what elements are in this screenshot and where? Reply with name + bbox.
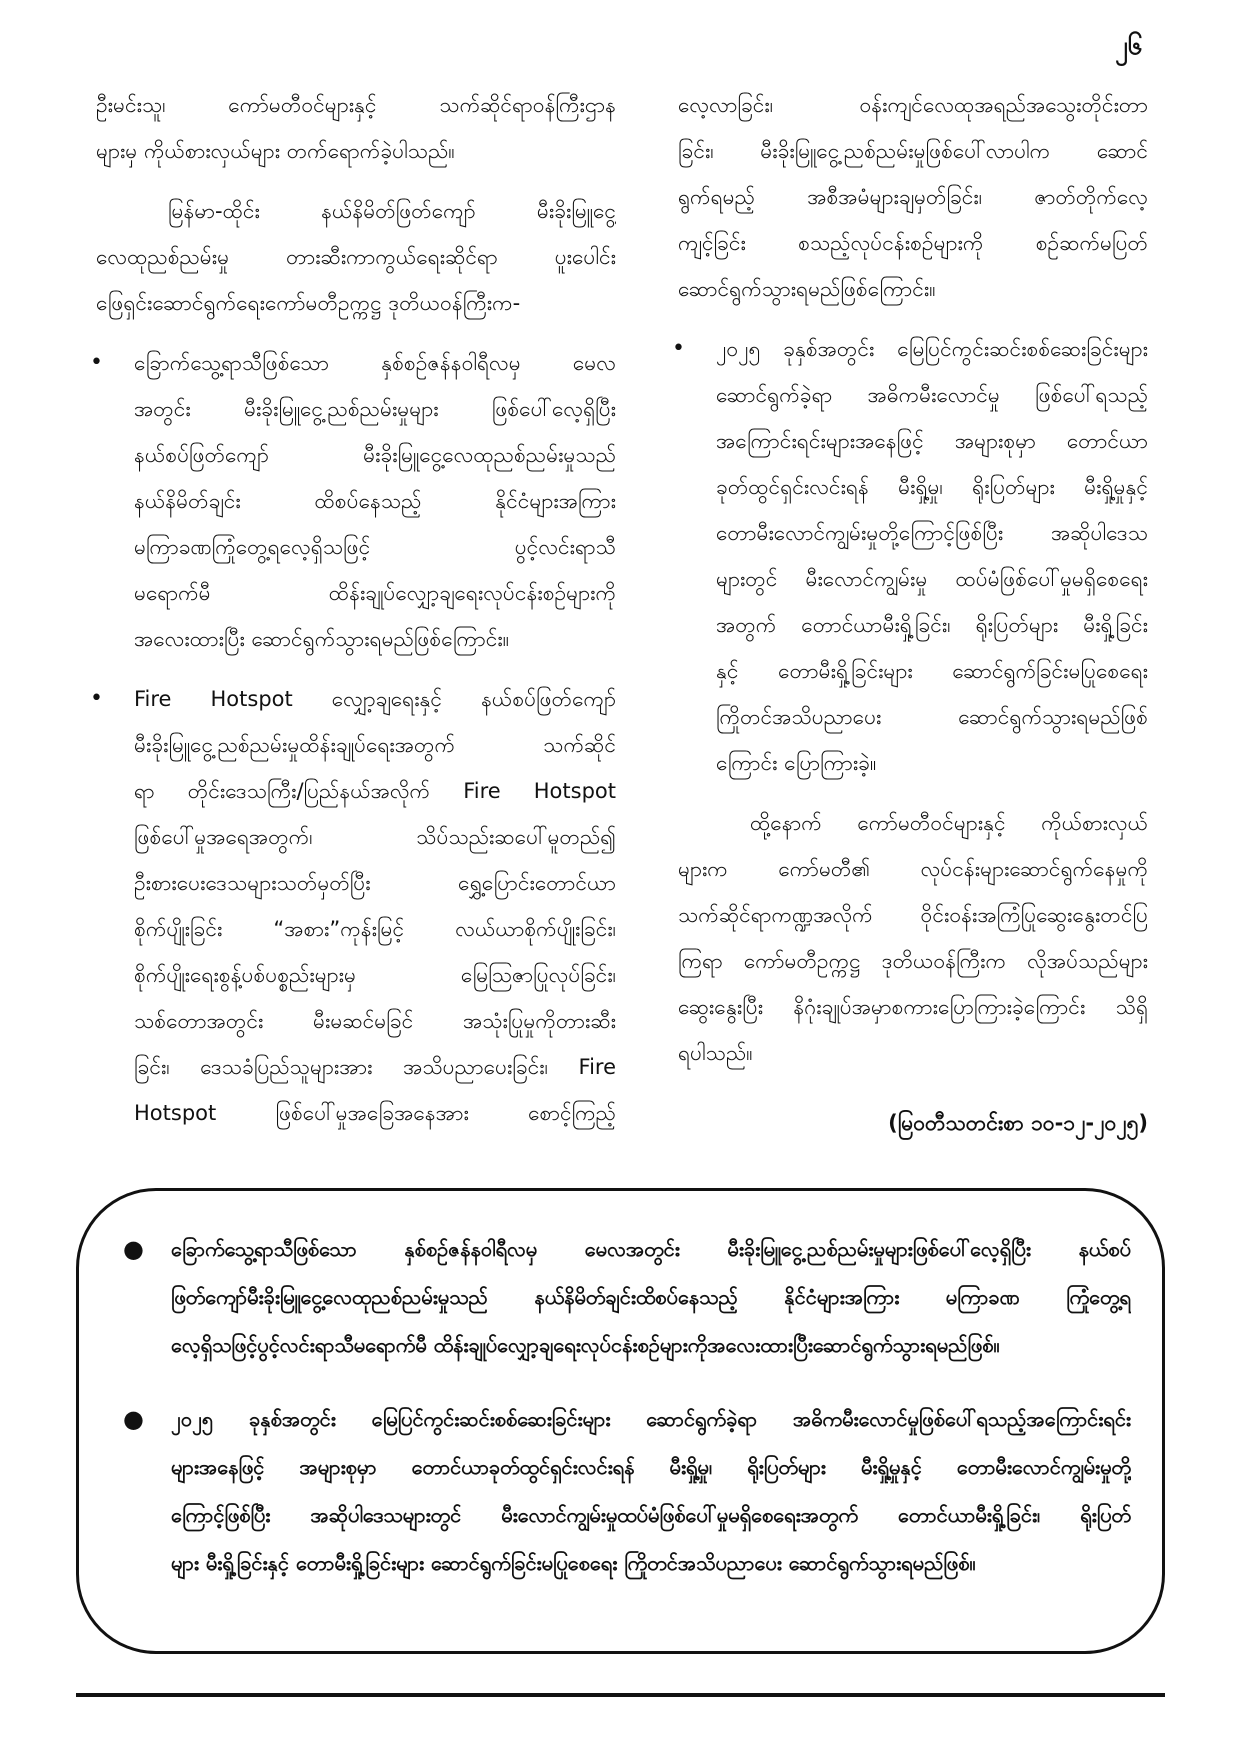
summary-item-dry-season [123, 1225, 1131, 1369]
bullet-icon: ● [123, 1405, 144, 1433]
text-line: ကျင့်ခြင်း စသည့်လုပ်ငန်းစဉ်များကို စဉ်ဆက်မပြတ် [678, 231, 1148, 255]
bullet-icon: ● [123, 1235, 144, 1263]
text-line: ဖြေရှင်းဆောင်ရွက်ရေးကော်မတီဥက္ကဋ္ဌ ဒုတိယဝန်ကြီးက- [96, 291, 521, 315]
text-line: စိုက်ပျိုးခြင်း “အစား”ကုန်းမြင့် လယ်ယာစိုက်ပျိုးခြင်း၊ [134, 917, 616, 941]
text-line: များမှ ကိုယ်စားလှယ်များ တက်ရောက်ခဲ့ပါသည်။ [96, 139, 455, 163]
bullet-item-field-inspection [672, 326, 1148, 786]
text-line: ကြောင့်ဖြစ်ပြီး အဆိုပါဒေသများတွင် မီးလောင်ကျွမ်းမှုထပ်မံဖြစ်ပေါ်မှုမရှိစေရေးအတွက် တောင်ယာမီးရှို့ခြင်း၊ ရိုးပြတ် [171, 1503, 1131, 1527]
text-line: ရွက်ရမည့် အစီအမံများချမှတ်ခြင်း၊ ဇာတ်တိုက်လေ့ [678, 185, 1148, 209]
text-line: ဖြစ်ပေါ်မှုအရေအတွက်၊ သိပ်သည်းဆပေါ်မူတည်၍ [134, 825, 616, 849]
bullet-item-dry-season [90, 340, 616, 662]
summary-item-field-inspection [123, 1395, 1131, 1587]
committee-statement-paragraph [96, 188, 616, 326]
text-line: ၂၀၂၅ ခုနှစ်အတွင်း မြေပြင်ကွင်းဆင်းစစ်ဆေးခြင်းများ ဆောင်ရွက်ခဲ့ရာ အဓိကမီးလောင်မှုဖြစ်ပေါ်ရသည့်အကြောင်းရင်း [171, 1407, 1131, 1431]
text-line: ဦးစားပေးဒေသများသတ်မှတ်ပြီး ရွှေ့ပြောင်းတောင်ယာ [134, 871, 616, 895]
text-line: ဆွေးနွေးပြီး နိဂုံးချုပ်အမှာစကားပြောကြားခဲ့ကြောင်း သိရှိ [678, 995, 1148, 1019]
text-line: အလေးထားပြီး ဆောင်ရွက်သွားရမည်ဖြစ်ကြောင်း။ [134, 627, 510, 651]
text-line: ဦးမင်းသူ၊ ကော်မတီဝင်များနှင့် သက်ဆိုင်ရာဝန်ကြီးဌာန [96, 93, 616, 117]
bullet-icon: • [672, 336, 685, 361]
source-citation: (မြဝတီသတင်းစာ ၁၀-၁၂-၂၀၂၅) [888, 1111, 1148, 1135]
text-line: ကြောင်း ပြောကြားခဲ့။ [716, 751, 877, 775]
text-line: Fire Hotspot လျှော့ချရေးနှင့် နယ်စပ်ဖြတ်ကျော် [134, 687, 616, 711]
text-line: ခြောက်သွေ့ရာသီဖြစ်သော နှစ်စဉ်ဇန်နဝါရီလမှ မေလအတွင်း မီးခိုးမြူငွေ့ညစ်ညမ်းမှုများဖြစ်ပေါ်လေ့ရှိပြီး နယ်စပ် [171, 1237, 1131, 1261]
text-line: ဆောင်ရွက်ခဲ့ရာ အဓိကမီးလောင်မှု ဖြစ်ပေါ်ရသည့် [716, 383, 1148, 407]
text-line: များတွင် မီးလောင်ကျွမ်းမှု ထပ်မံဖြစ်ပေါ်မှုမရှိစေရေး [716, 567, 1148, 591]
text-line: မြန်မာ-ထိုင်း နယ်နိမိတ်ဖြတ်ကျော် မီးခိုးမြူငွေ့ [168, 199, 616, 223]
text-line: တောမီးလောင်ကျွမ်းမှုတို့ကြောင့်ဖြစ်ပြီး အဆိုပါဒေသ [716, 521, 1148, 545]
text-line: အတွက် တောင်ယာမီးရှို့ခြင်း၊ ရိုးပြတ်များ မီးရှို့ခြင်း [716, 613, 1148, 637]
text-line: သက်ဆိုင်ရာကဏ္ဍအလိုက် ဝိုင်းဝန်းအကြံပြုဆွေးနွေးတင်ပြ [678, 903, 1148, 927]
text-line: ရပါသည်။ [678, 1041, 753, 1065]
left-column [90, 82, 616, 1136]
text-line: ခြင်း၊ ဒေသခံပြည်သူများအား အသိပညာပေးခြင်း၊ Fire [134, 1055, 616, 1079]
text-line: ခြင်း၊ မီးခိုးမြူငွေ့ညစ်ညမ်းမှုဖြစ်ပေါ်လာပါက ဆောင် [678, 139, 1148, 163]
bullet-icon: • [90, 350, 103, 375]
text-line: ထို့နောက် ကော်မတီဝင်များနှင့် ကိုယ်စားလှယ် [750, 811, 1148, 835]
text-line: စိုက်ပျိုးရေးစွန့်ပစ်ပစ္စည်းများမှ မြေသြဇာပြုလုပ်ခြင်း၊ [134, 963, 616, 987]
right-column [672, 82, 1148, 1146]
bullet-item-fire-hotspot [90, 676, 616, 1136]
text-line: နယ်စပ်ဖြတ်ကျော် မီးခိုးမြူငွေ့လေထုညစ်ညမ်းမှုသည် [134, 443, 616, 467]
text-line: ခုတ်ထွင်ရှင်းလင်းရန် မီးရှို့မှု၊ ရိုးပြတ်များ မီးရှို့မှုနှင့် [716, 475, 1148, 499]
text-line: လေထုညစ်ညမ်းမှု တားဆီးကာကွယ်ရေးဆိုင်ရာ ပူးပေါင်း [96, 245, 616, 269]
text-line: ၂၀၂၅ ခုနှစ်အတွင်း မြေပြင်ကွင်းဆင်းစစ်ဆေးခြင်းများ [716, 337, 1148, 361]
bullet-icon: • [90, 686, 103, 711]
continuation-paragraph [678, 82, 1148, 312]
closing-paragraph [678, 800, 1148, 1076]
text-line: ခြောက်သွေ့ရာသီဖြစ်သော နှစ်စဉ်ဇန်နဝါရီလမှ မေလ [134, 351, 616, 375]
text-line: မီးခိုးမြူငွေ့ညစ်ညမ်းမှုထိန်းချုပ်ရေးအတွက် သက်ဆိုင် [134, 733, 616, 757]
text-line: လေ့လာခြင်း၊ ဝန်းကျင်လေထုအရည်အသွေးတိုင်းတာ [678, 93, 1148, 117]
text-line: ဆောင်ရွက်သွားရမည်ဖြစ်ကြောင်း။ [678, 277, 936, 301]
text-line: များက ကော်မတီ၏ လုပ်ငန်းများဆောင်ရွက်နေမှုကို [678, 857, 1148, 881]
text-line: အကြောင်းရင်းများအနေဖြင့် အများစုမှာ တောင်ယာ [716, 429, 1148, 453]
text-line: များ မီးရှို့ခြင်းနှင့် တောမီးရှို့ခြင်းများ ဆောင်ရွက်ခြင်းမပြုစေရေး ကြိုတင်အသိပညာပေး ဆောင်ရွက်သွားရမည်ဖြစ်။ [171, 1551, 976, 1575]
bottom-divider [76, 1693, 1165, 1697]
text-line: မရောက်မီ ထိန်းချုပ်လျှော့ချရေးလုပ်ငန်းစဉ်များကို [134, 581, 616, 605]
text-line: နယ်နိမိတ်ချင်း ထိစပ်နေသည့် နိုင်ငံများအကြား [134, 489, 616, 513]
text-line: သစ်တောအတွင်း မီးမဆင်မခြင် အသုံးပြုမှုကိုတားဆီး [134, 1009, 616, 1033]
summary-box [76, 1188, 1165, 1654]
page-number: ၂၆ [1115, 31, 1143, 61]
text-line: မကြာခဏကြုံတွေ့ရလေ့ရှိသဖြင့် ပွင့်လင်းရာသီ [134, 535, 616, 559]
text-line: လေ့ရှိသဖြင့်ပွင့်လင်းရာသီမရောက်မီ ထိန်းချုပ်လျှော့ချရေးလုပ်ငန်းစဉ်များကိုအလေးထားပြီးဆောင်ရွက်သွားရမည်ဖြစ်။ [171, 1333, 1000, 1357]
text-line: ရာ တိုင်းဒေသကြီး/ပြည်နယ်အလိုက် Fire Hotspot [134, 779, 616, 803]
text-line: ကြရာ ကော်မတီဥက္ကဋ္ဌ ဒုတိယဝန်ကြီးက လိုအပ်သည်များ [678, 949, 1148, 973]
text-line: ဖြတ်ကျော်မီးခိုးမြူငွေ့လေထုညစ်ညမ်းမှုသည် နယ်နိမိတ်ချင်းထိစပ်နေသည့် နိုင်ငံများအကြား မကြာခဏ ကြုံတွေ့ရ [171, 1285, 1131, 1309]
text-line: နှင့် တောမီးရှို့ခြင်းများ ဆောင်ရွက်ခြင်းမပြုစေရေး [716, 659, 1148, 683]
text-line: ကြိုတင်အသိပညာပေး ဆောင်ရွက်သွားရမည်ဖြစ် [716, 705, 1148, 729]
text-line: များအနေဖြင့် အများစုမှာ တောင်ယာခုတ်ထွင်ရှင်းလင်းရန် မီးရှို့မှု၊ ရိုးပြတ်များ မီးရှို့မှုနှင့် တောမီးလောင်ကျွမ်းမှုတို့ [171, 1455, 1131, 1479]
text-line: Hotspot ဖြစ်ပေါ်မှုအခြေအနေအား စောင့်ကြည့် [134, 1101, 616, 1125]
text-line: အတွင်း မီးခိုးမြူငွေ့ညစ်ညမ်းမှုများ ဖြစ်ပေါ်လေ့ရှိပြီး [134, 397, 616, 421]
intro-paragraph [96, 82, 616, 174]
